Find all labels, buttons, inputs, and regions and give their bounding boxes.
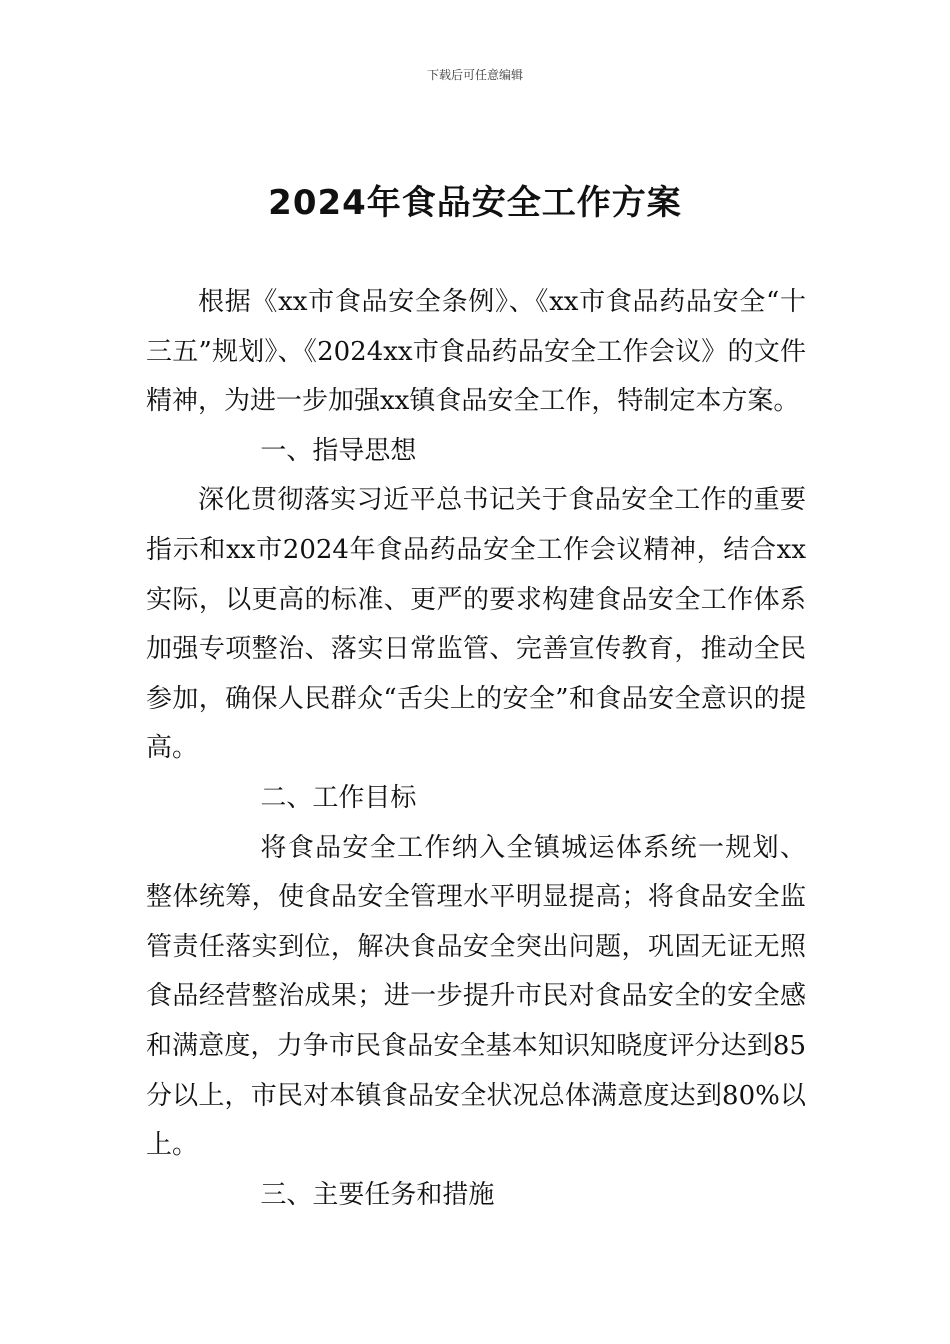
document-title: 2024年食品安全工作方案 (268, 183, 682, 223)
page-header-note: 下载后可任意编辑 (426, 68, 523, 82)
section-body-guiding-ideology: 深化贯彻落实习近平总书记关于食品安全工作的重要指示和xx市2024年食品药品安全工作会议精神，结合xx实际，以更高的标准、更严的要求构建食品安全工作体系加强专项整治、落实日常监管、完善宣传教育，推动全民参加，确保人民群众“舌尖上的安全”和食品安全意识的提高。 (146, 485, 806, 764)
section-heading-guiding-ideology: 一、指导思想 (260, 435, 417, 466)
section-body-work-goals: 将食品安全工作纳入全镇城运体系统一规划、整体统筹，使食品安全管理水平明显提高；将食品安全监管责任落实到位，解决食品安全突出问题，巩固无证无照食品经营整治成果；进一步提升市民对食品安全的安全感和满意度，力争市民食品安全基本知识知晓度评分达到85分以上，市民对本镇食品安全状况总体满意度达到80%以上。 (146, 832, 806, 1161)
document-body (146, 278, 806, 1220)
section-heading-work-goals: 二、工作目标 (260, 782, 417, 813)
section-heading-main-tasks: 三、主要任务和措施 (260, 1179, 495, 1210)
intro-paragraph: 根据《xx市食品安全条例》、《xx市食品药品安全“十三五”规划》、《2024xx市食品药品安全工作会议》的文件精神，为进一步加强xx镇食品安全工作，特制定本方案。 (146, 287, 806, 417)
